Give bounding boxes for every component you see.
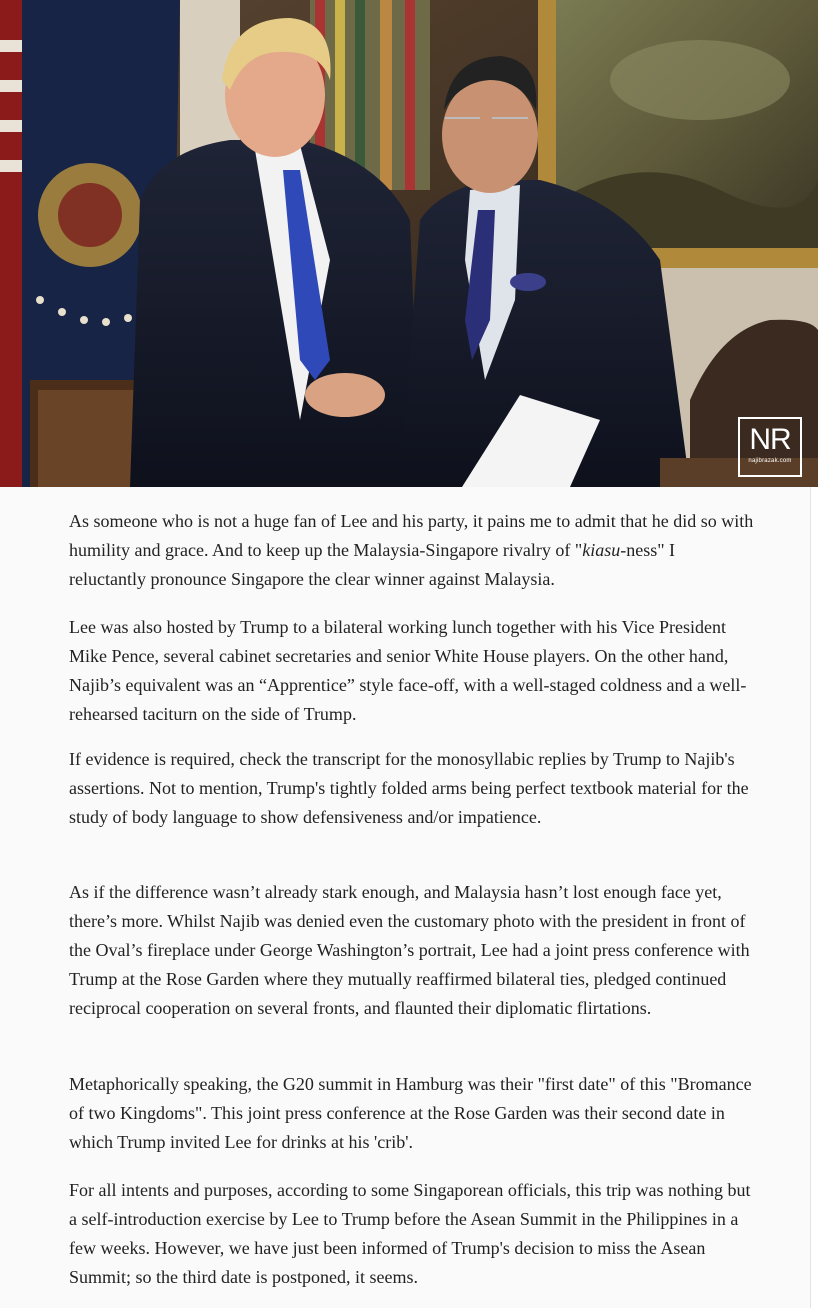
hero-photo [0,0,818,487]
paragraph-4: As if the difference wasn’t already stark enough, and Malaysia hasn’t lost enough face yet, there’s more. Whilst Najib was denied even the customary photo with the president in front of the Oval’s fireplace under George Washington’s portrait, Lee had a joint press conference with Trump at the Rose Garden where they mutually reaffirmed bilateral ties, pledged continued reciprocal cooperation on several fronts, and flaunted their diplomatic flirtations. [69,882,750,1018]
logo-mark: NR [749,423,791,456]
right-figure-face [442,77,538,193]
article-body [0,487,811,1308]
kiasu-italic: kiasu [582,540,621,560]
paragraph-2: Lee was also hosted by Trump to a bilateral working lunch together with his Vice President Mike Pence, several cabinet secretaries and senior White House players. On the other hand, Najib’s equivalent was an “Apprentice” style face-off, with a well-staged coldness and a well-rehearsed taciturn on the side of Trump. [69,617,747,724]
paragraph-1-text: As someone who is not a huge fan of Lee and his party, it pains me to admit that he did so with humility and grace. And to keep up the Malaysia-Singapore rivalry of " [69,511,754,560]
paragraph-3: If evidence is required, check the transcript for the monosyllabic replies by Trump to Najib's assertions. Not to mention, Trump's tightly folded arms being perfect textbook material for the study of body language to show defensiveness and/or impatience. [69,749,749,827]
paragraph-1-text-end: -ness" I reluctantly pronounce Singapore the clear winner against Malaysia. [69,540,676,589]
najibrazak-logo [738,417,802,477]
logo-site: najibrazak.com [748,458,792,464]
handshake-photo-illustration [0,0,818,487]
paragraph-6: For all intents and purposes, according to some Singaporean officials, this trip was nothing but a self-introduction exercise by Lee to Trump before the Asean Summit in the Philippines in a few weeks. However, we have just been informed of Trump's decision to miss the Asean Summit; so the third date is postponed, it seems. [69,1180,751,1287]
handshake [305,373,385,417]
paragraph-1 [0,507,810,594]
paragraph-5: Metaphorically speaking, the G20 summit in Hamburg was their "first date" of this "Bromance of two Kingdoms". This joint press conference at the Rose Garden was their second date in which Trump invited Lee for drinks at his 'crib'. [69,1074,752,1152]
